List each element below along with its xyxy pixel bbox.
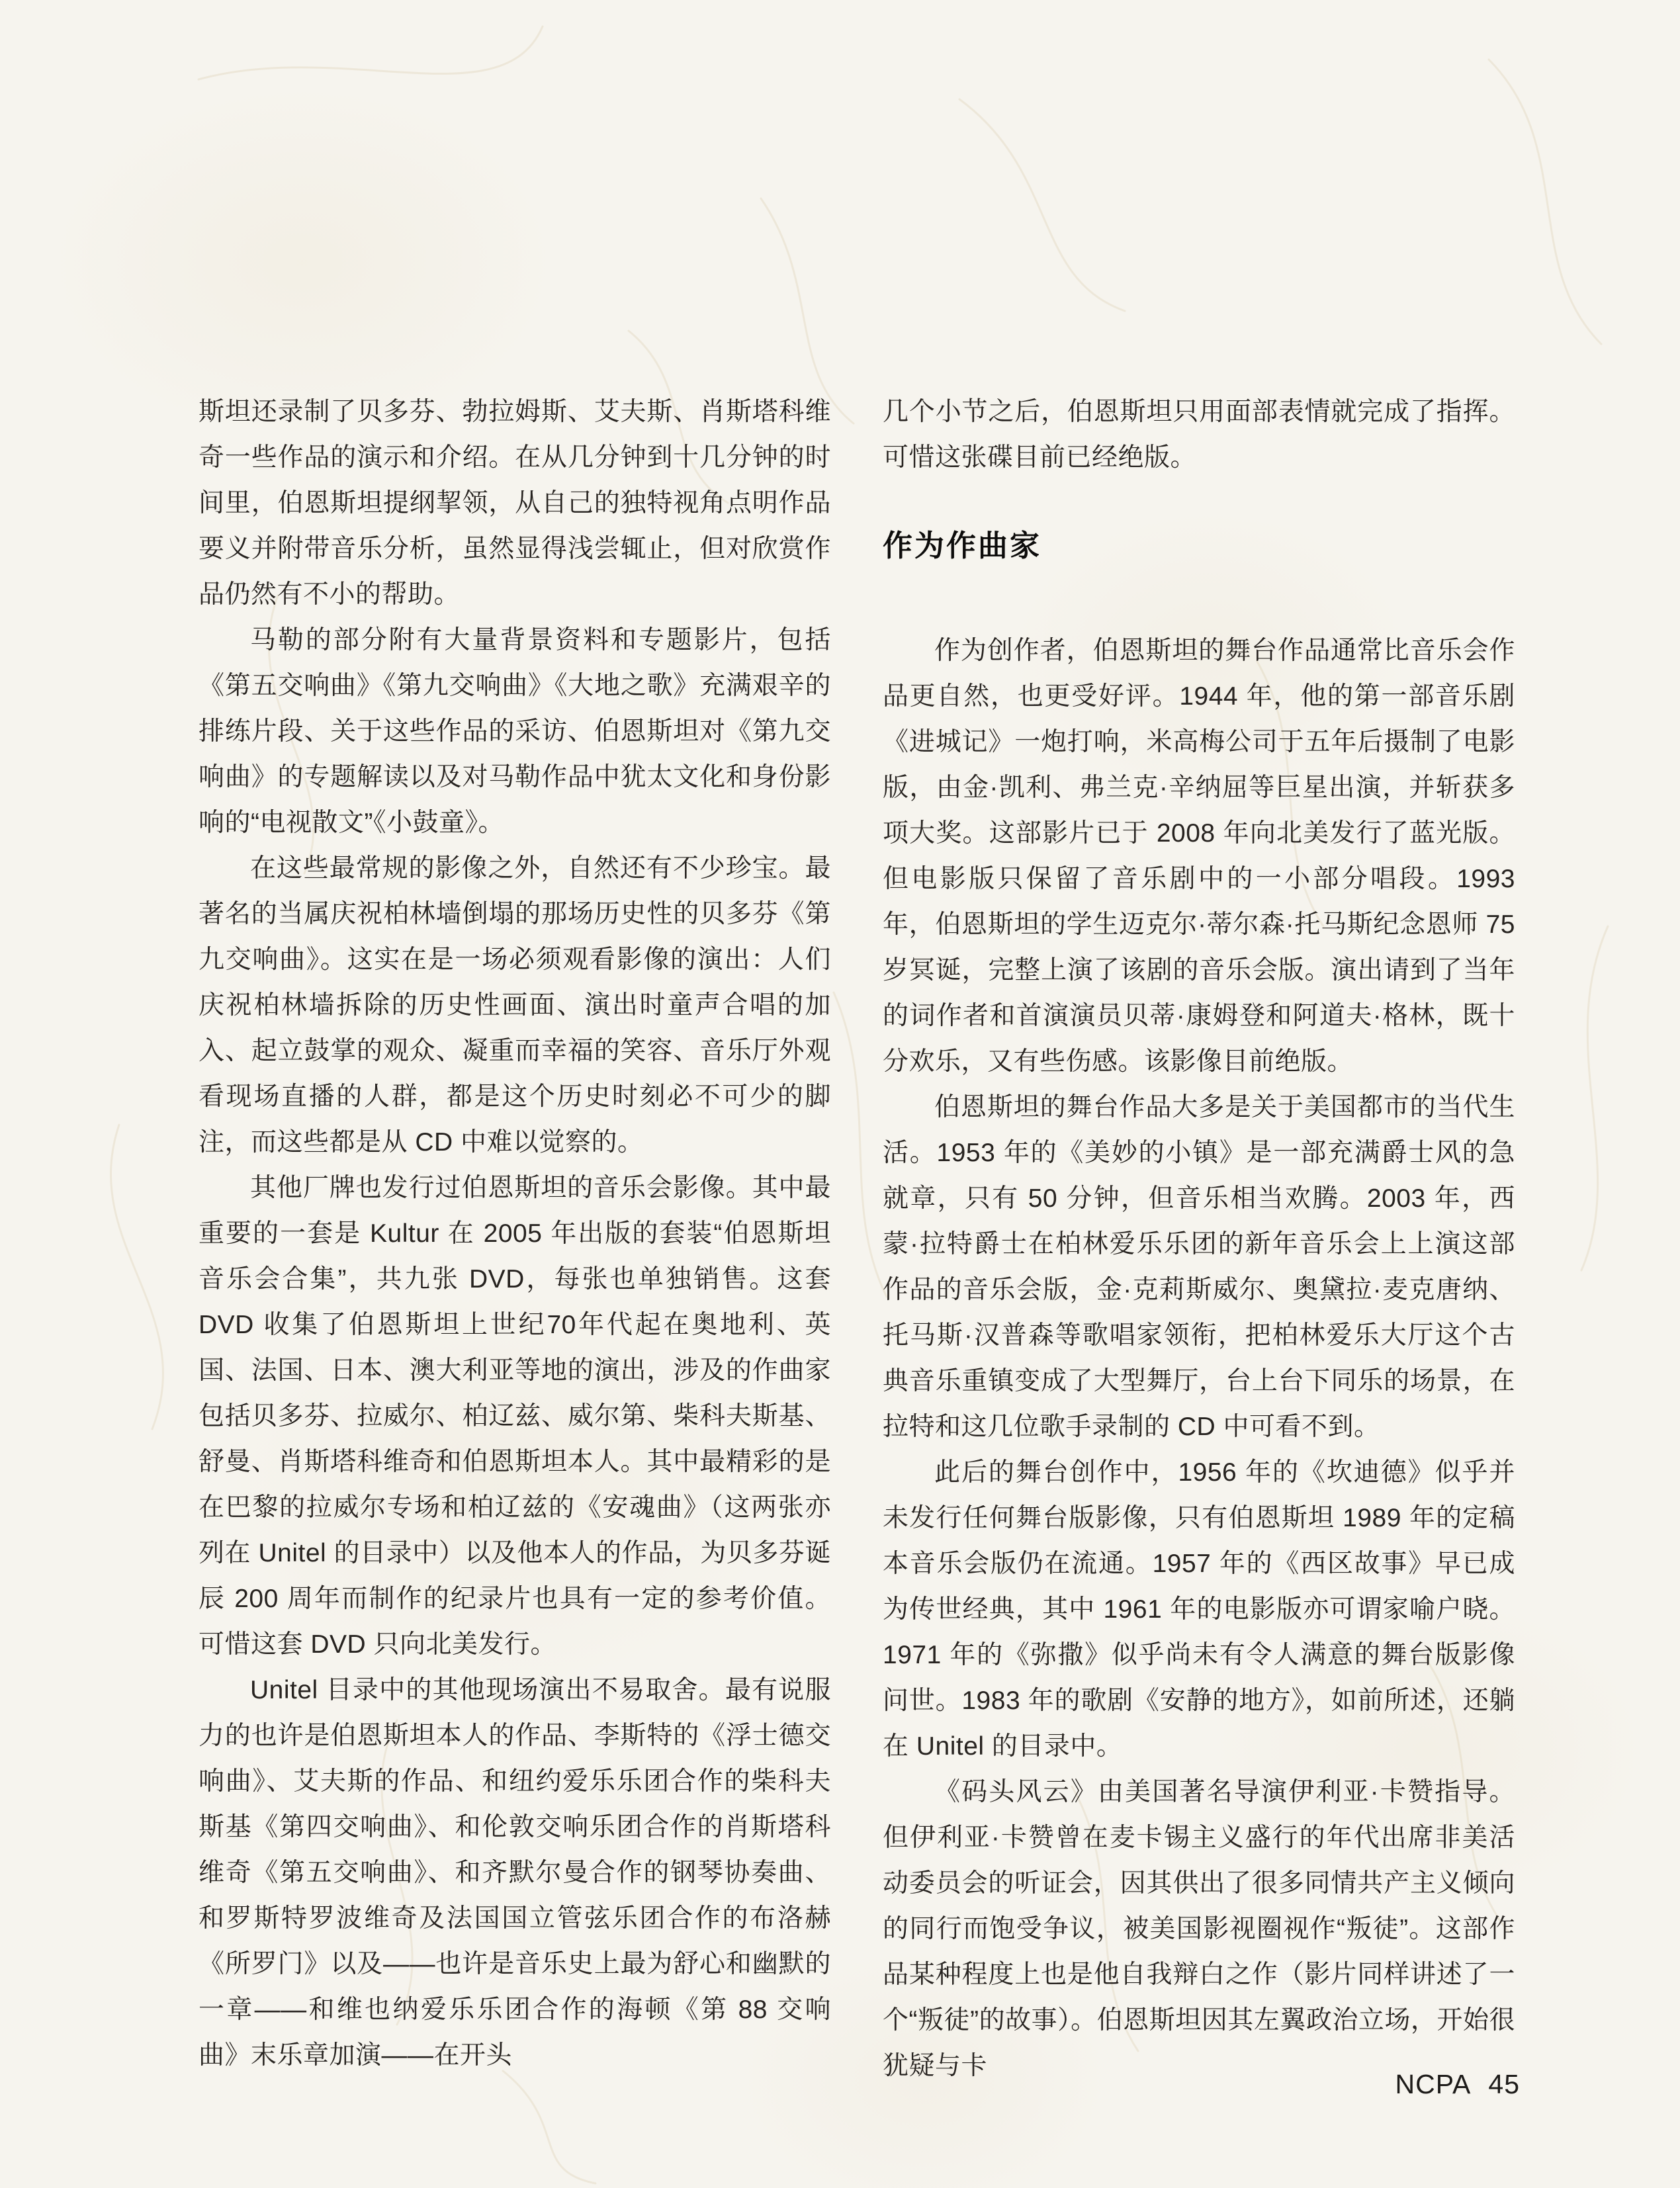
journal-name: NCPA (1395, 2069, 1472, 2099)
right-text-column (883, 389, 1515, 2089)
page-footer (1395, 2068, 1520, 2100)
body-paragraph: 斯坦还录制了贝多芬、勃拉姆斯、艾夫斯、肖斯塔科维奇一些作品的演示和介绍。在从几分钟到十几分钟的时间里，伯恩斯坦提纲挈领，从自己的独特视角点明作品要义并附带音乐分析，虽然显得浅尝辄止，但对欣赏作品仍然有不小的帮助。 (199, 398, 831, 609)
left-text-column (199, 389, 831, 2078)
body-paragraph: 作为创作者，伯恩斯坦的舞台作品通常比音乐会作品更自然，也更受好评。1944 年，他的第一部音乐剧《进城记》一炮打响，米高梅公司于五年后摄制了电影版，由金·凯利、弗兰克·辛纳屈等巨星出演，并斩获多项大奖。这部影片已于 2008 年向北美发行了蓝光版。但电影版只保留了音乐剧中的一小部分唱段。1993 年，伯恩斯坦的学生迈克尔·蒂尔森·托马斯纪念恩师 75 岁冥诞，完整上演了该剧的音乐会版。演出请到了当年的词作者和首演演员贝蒂·康姆登和阿道夫·格林，既十分欢乐，又有些伤感。该影像目前绝版。 (883, 636, 1515, 1076)
section-heading: 作为作曲家 (883, 529, 1042, 562)
body-paragraph: 伯恩斯坦的舞台作品大多是关于美国都市的当代生活。1953 年的《美妙的小镇》是一部充满爵士风的急就章，只有 50 分钟，但音乐相当欢腾。2003 年，西蒙·拉特爵士在柏林爱乐乐团的新年音乐会上上演这部作品的音乐会版，金·克莉斯威尔、奥黛拉·麦克唐纳、托马斯·汉普森等歌唱家领衔，把柏林爱乐大厅这个古典音乐重镇变成了大型舞厅，台上台下同乐的场景，在拉特和这几位歌手录制的 CD 中可看不到。 (883, 1093, 1515, 1441)
body-paragraph: 在这些最常规的影像之外，自然还有不少珍宝。最著名的当属庆祝柏林墙倒塌的那场历史性的贝多芬《第九交响曲》。这实在是一场必须观看影像的演出：人们庆祝柏林墙拆除的历史性画面、演出时童声合唱的加入、起立鼓掌的观众、凝重而幸福的笑容、音乐厅外观看现场直播的人群，都是这个历史时刻必不可少的脚注，而这些都是从 CD 中难以觉察的。 (199, 854, 831, 1157)
body-paragraph: 几个小节之后，伯恩斯坦只用面部表情就完成了指挥。可惜这张碟目前已经绝版。 (883, 398, 1515, 472)
body-paragraph: 此后的舞台创作中，1956 年的《坎迪德》似乎并未发行任何舞台版影像，只有伯恩斯坦 1989 年的定稿本音乐会版仍在流通。1957 年的《西区故事》早已成为传世经典，其中 1961 年的电影版亦可谓家喻户晓。1971 年的《弥撒》似乎尚未有令人满意的舞台版影像问世。1983 年的歌剧《安静的地方》，如前所述，还躺在 Unitel 的目录中。 (883, 1458, 1515, 1761)
body-paragraph: 《码头风云》由美国著名导演伊利亚·卡赞指导。但伊利亚·卡赞曾在麦卡锡主义盛行的年代出席非美活动委员会的听证会，因其供出了很多同情共产主义倾向的同行而饱受争议，被美国影视圈视作“叛徒”。这部作品某种程度上也是他自我辩白之作（影片同样讲述了一个“叛徒”的故事）。伯恩斯坦因其左翼政治立场，开始很犹疑与卡 (883, 1778, 1515, 2080)
body-paragraph: 其他厂牌也发行过伯恩斯坦的音乐会影像。其中最重要的一套是 Kultur 在 2005 年出版的套装“伯恩斯坦音乐会合集”，共九张 DVD，每张也单独销售。这套 DVD 收集了伯恩斯坦上世纪70年代起在奥地利、英国、法国、日本、澳大利亚等地的演出，涉及的作曲家包括贝多芬、拉威尔、柏辽兹、威尔第、柴科夫斯基、舒曼、肖斯塔科维奇和伯恩斯坦本人。其中最精彩的是在巴黎的拉威尔专场和柏辽兹的《安魂曲》（这两张亦列在 Unitel 的目录中）以及他本人的作品，为贝多芬诞辰 200 周年而制作的纪录片也具有一定的参考价值。可惜这套 DVD 只向北美发行。 (199, 1174, 831, 1659)
page-number: 45 (1488, 2069, 1520, 2099)
body-paragraph: 马勒的部分附有大量背景资料和专题影片，包括《第五交响曲》《第九交响曲》《大地之歌》充满艰辛的排练片段、关于这些作品的采访、伯恩斯坦对《第九交响曲》的专题解读以及对马勒作品中犹太文化和身份影响的“电视散文”《小鼓童》。 (199, 626, 831, 837)
body-paragraph: Unitel 目录中的其他现场演出不易取舍。最有说服力的也许是伯恩斯坦本人的作品、李斯特的《浮士德交响曲》、艾夫斯的作品、和纽约爱乐乐团合作的柴科夫斯基《第四交响曲》、和伦敦交响乐团合作的肖斯塔科维奇《第五交响曲》、和齐默尔曼合作的钢琴协奏曲、和罗斯特罗波维奇及法国国立管弦乐团合作的布洛赫《所罗门》以及——也许是音乐史上最为舒心和幽默的一章——和维也纳爱乐乐团合作的海顿《第 88 交响曲》末乐章加演——在开头 (199, 1676, 831, 2070)
